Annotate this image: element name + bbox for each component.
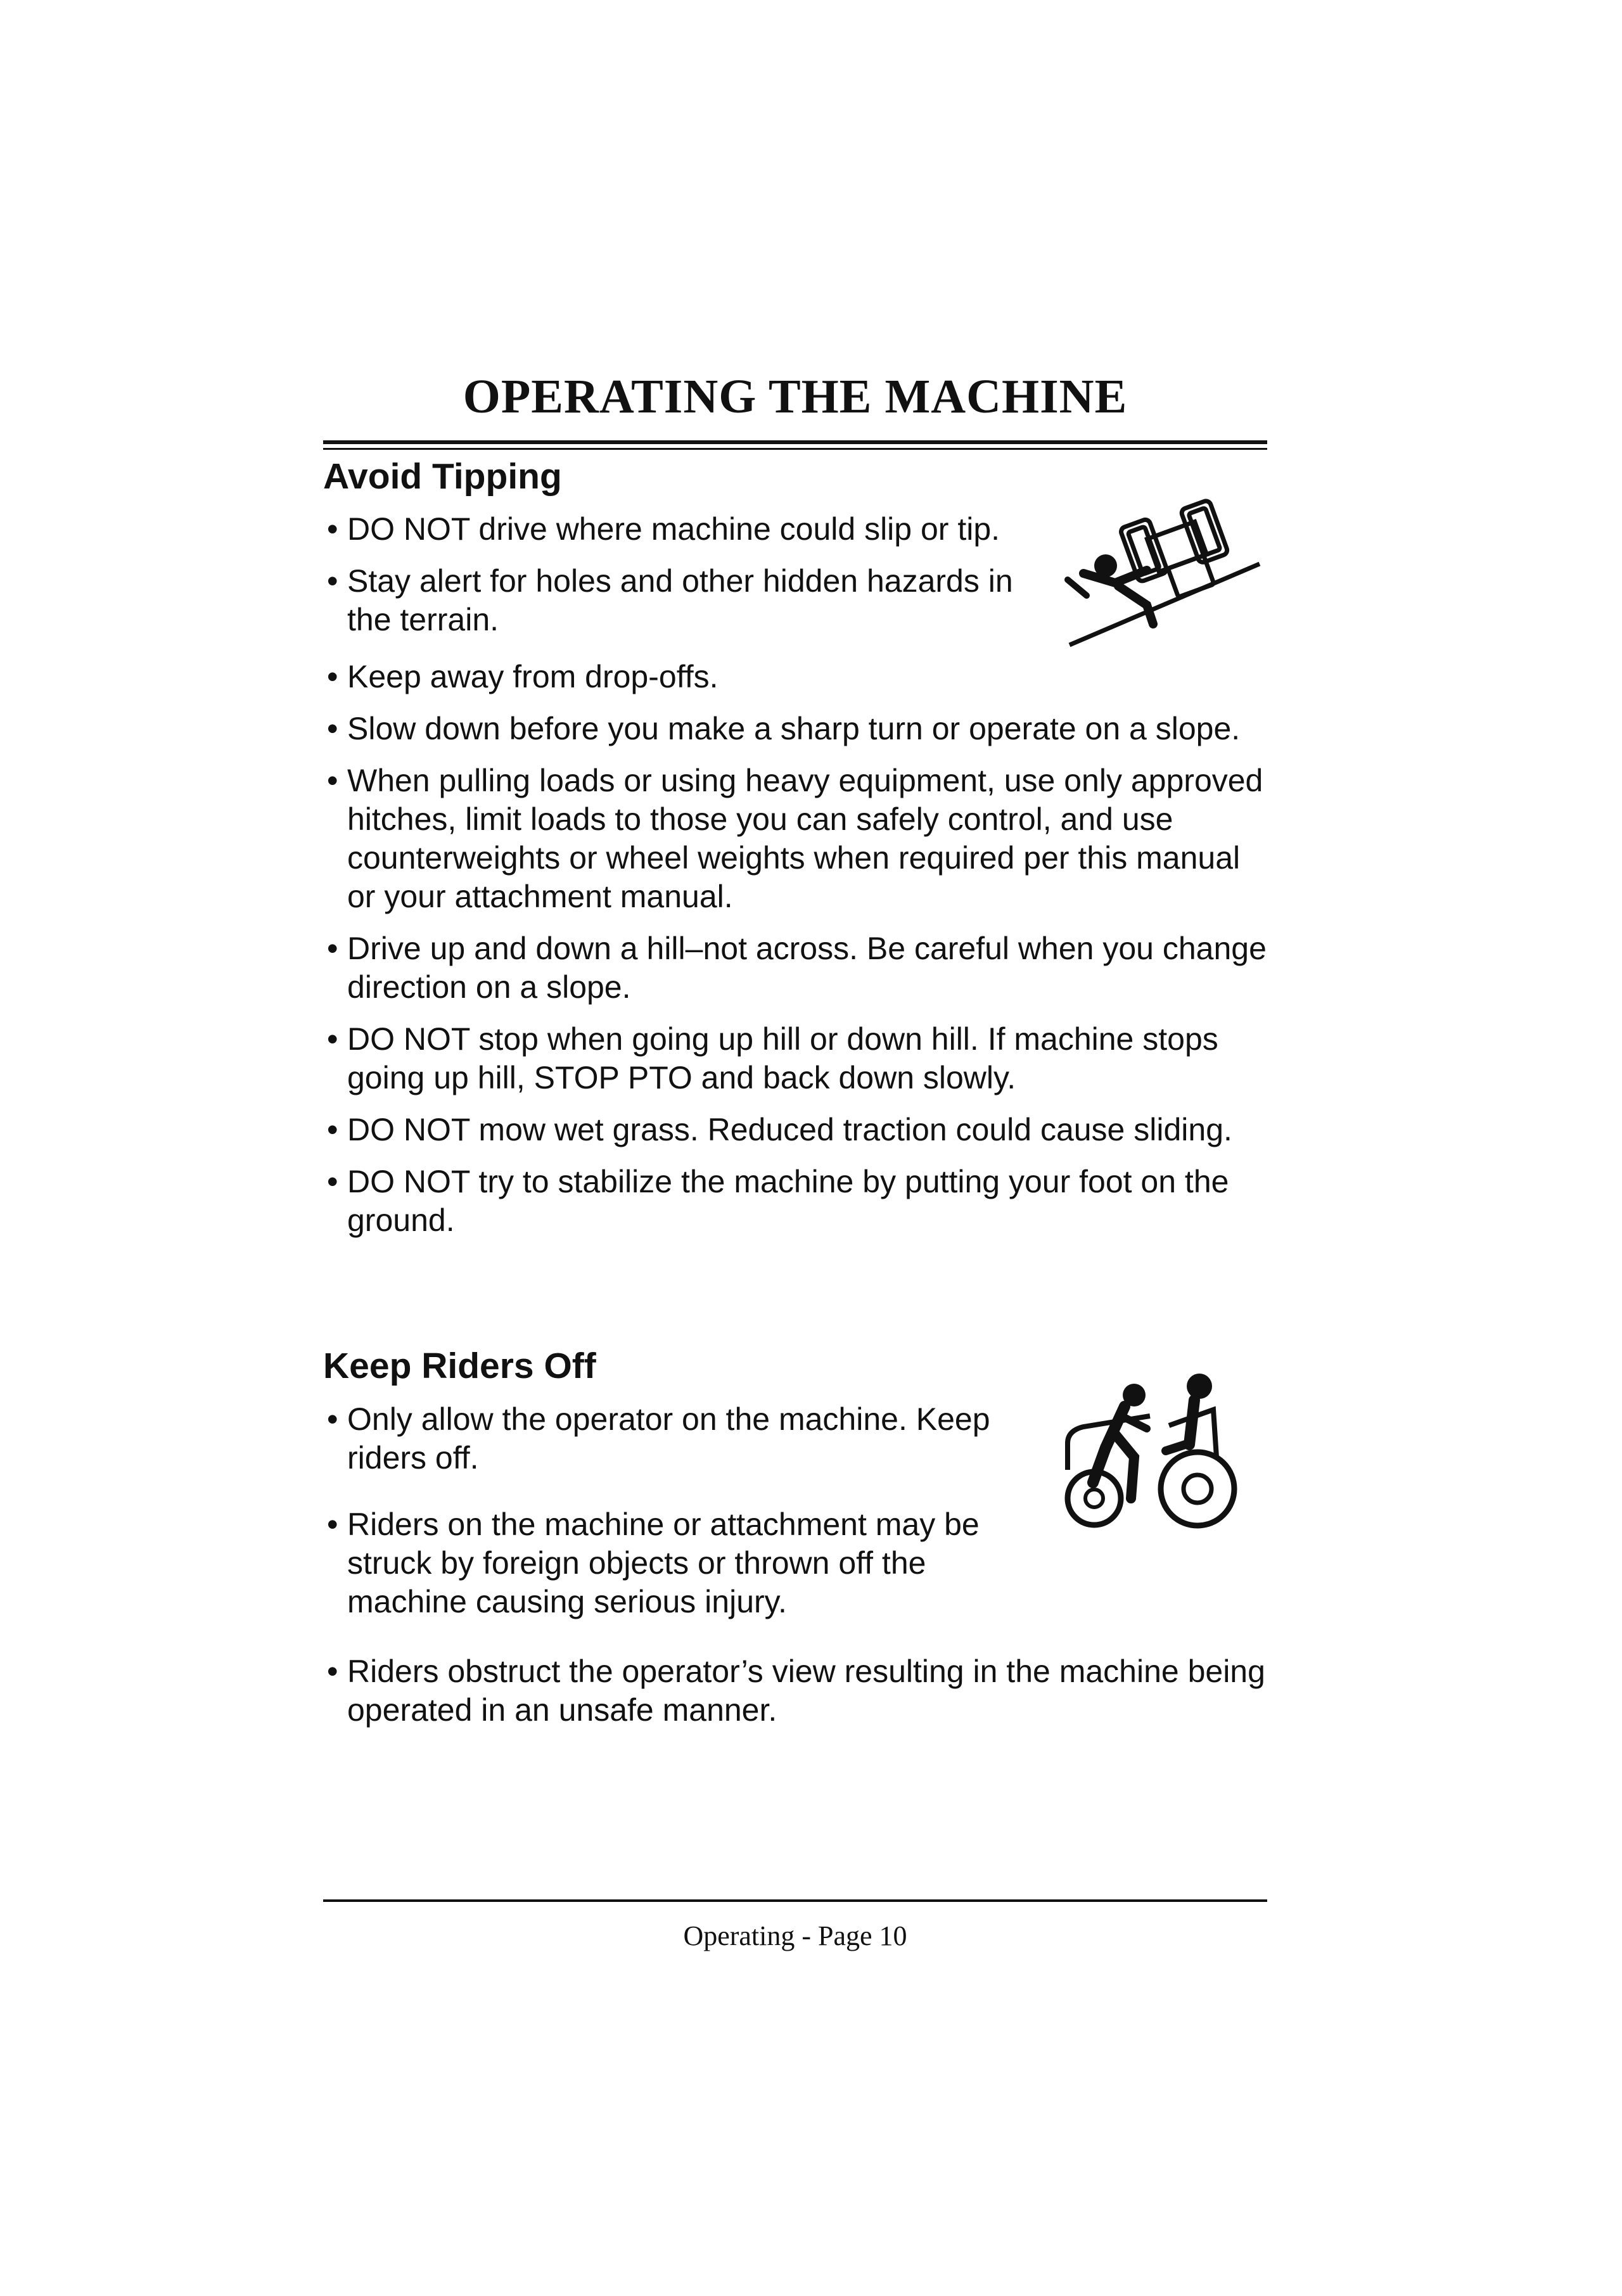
list-item: • DO NOT drive where machine could slip or tip. xyxy=(327,511,1000,547)
keep-riders-off-list-top xyxy=(323,1400,1020,1635)
avoid-tipping-list xyxy=(323,658,1267,1253)
section-heading-avoid-tipping: Avoid Tipping xyxy=(323,456,562,497)
footer-rule xyxy=(323,1899,1267,1902)
list-item: • Drive up and down a hill–not across. Be careful when you change direction on a slope. xyxy=(327,931,1267,1005)
list-item: • DO NOT mow wet grass. Reduced traction could cause sliding. xyxy=(327,1112,1232,1147)
page-title: OPERATING THE MACHINE xyxy=(463,370,1128,423)
list-item: • DO NOT try to stabilize the machine by putting your foot on the ground. xyxy=(327,1164,1229,1238)
list-item: • Slow down before you make a sharp turn or operate on a slope. xyxy=(327,711,1241,746)
list-item: • Riders on the machine or attachment may be struck by foreign objects or thrown off the machine causing serious injury. xyxy=(327,1507,980,1619)
title-rule-thin xyxy=(323,448,1267,450)
list-item: • When pulling loads or using heavy equipment, use only approved hitches, limit loads to those you can safely control, and use counterweights or wheel weights when required per this manual or your attachment manual. xyxy=(327,763,1263,914)
avoid-tipping-list-top xyxy=(323,510,1058,653)
list-item: • Only allow the operator on the machine. Keep riders off. xyxy=(327,1401,990,1476)
section-heading-keep-riders-off: Keep Riders Off xyxy=(323,1346,596,1386)
page-footer: Operating - Page 10 xyxy=(683,1920,907,1951)
list-item: • Stay alert for holes and other hidden hazards in the terrain. xyxy=(327,563,1013,637)
list-item: • Keep away from drop-offs. xyxy=(327,659,718,694)
title-rule-thick xyxy=(323,440,1267,444)
list-item: • Riders obstruct the operator’s view resulting in the machine being operated in an unsafe manner. xyxy=(327,1654,1265,1728)
list-item: • DO NOT stop when going up hill or down hill. If machine stops going up hill, STOP PTO and back down slowly. xyxy=(327,1021,1218,1095)
tipping-machine-hazard-icon xyxy=(1058,475,1267,649)
rider-falling-hazard-icon xyxy=(1055,1368,1251,1540)
keep-riders-off-list xyxy=(323,1652,1267,1743)
